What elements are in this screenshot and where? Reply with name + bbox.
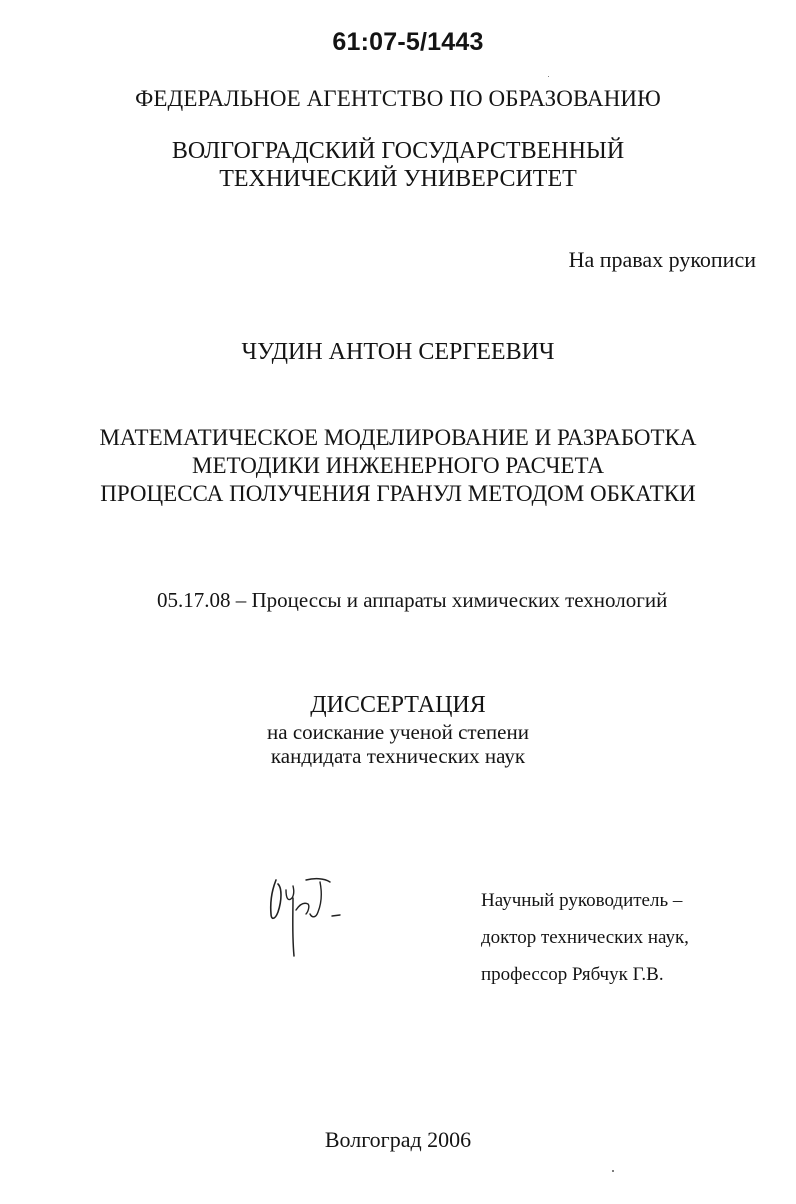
supervisor-line-2: доктор технических наук, [481,927,689,948]
university-line-1: ВОЛГОГРАДСКИЙ ГОСУДАРСТВЕННЫЙ [171,138,625,164]
handwritten-signature-icon [262,868,352,968]
scan-speck [548,76,549,77]
thesis-title-line-3: ПРОЦЕССА ПОЛУЧЕНИЯ ГРАНУЛ МЕТОДОМ ОБКАТКИ [100,481,696,506]
degree-statement [0,690,796,768]
thesis-title-line-2: МЕТОДИКИ ИНЖЕНЕРНОГО РАСЧЕТА [192,453,604,478]
thesis-title [0,424,796,508]
scientific-supervisor [481,882,689,993]
university-line-2: ТЕХНИЧЕСКИЙ УНИВЕРСИТЕТ [219,166,577,192]
specialty-code: 05.17.08 – Процессы и аппараты химических технологий [157,588,668,612]
university-name [0,137,796,193]
thesis-title-line-1: МАТЕМАТИЧЕСКОЕ МОДЕЛИРОВАНИЕ И РАЗРАБОТКА [99,425,697,450]
scan-speck [612,1170,614,1172]
author-name: ЧУДИН АНТОН СЕРГЕЕВИЧ [241,339,555,365]
supervisor-line-3: профессор Рябчук Г.В. [481,964,664,985]
dissertation-heading: ДИССЕРТАЦИЯ [310,692,486,718]
city-and-year: Волгоград 2006 [324,1127,472,1152]
manuscript-rights-note: На правах рукописи [568,247,756,272]
degree-line-2: кандидата технических наук [270,744,526,768]
catalog-code: 61:07-5/1443 [332,28,484,56]
agency-name: ФЕДЕРАЛЬНОЕ АГЕНТСТВО ПО ОБРАЗОВАНИЮ [135,86,661,111]
degree-line-1: на соискание ученой степени [267,720,529,744]
supervisor-line-1: Научный руководитель – [481,890,683,911]
